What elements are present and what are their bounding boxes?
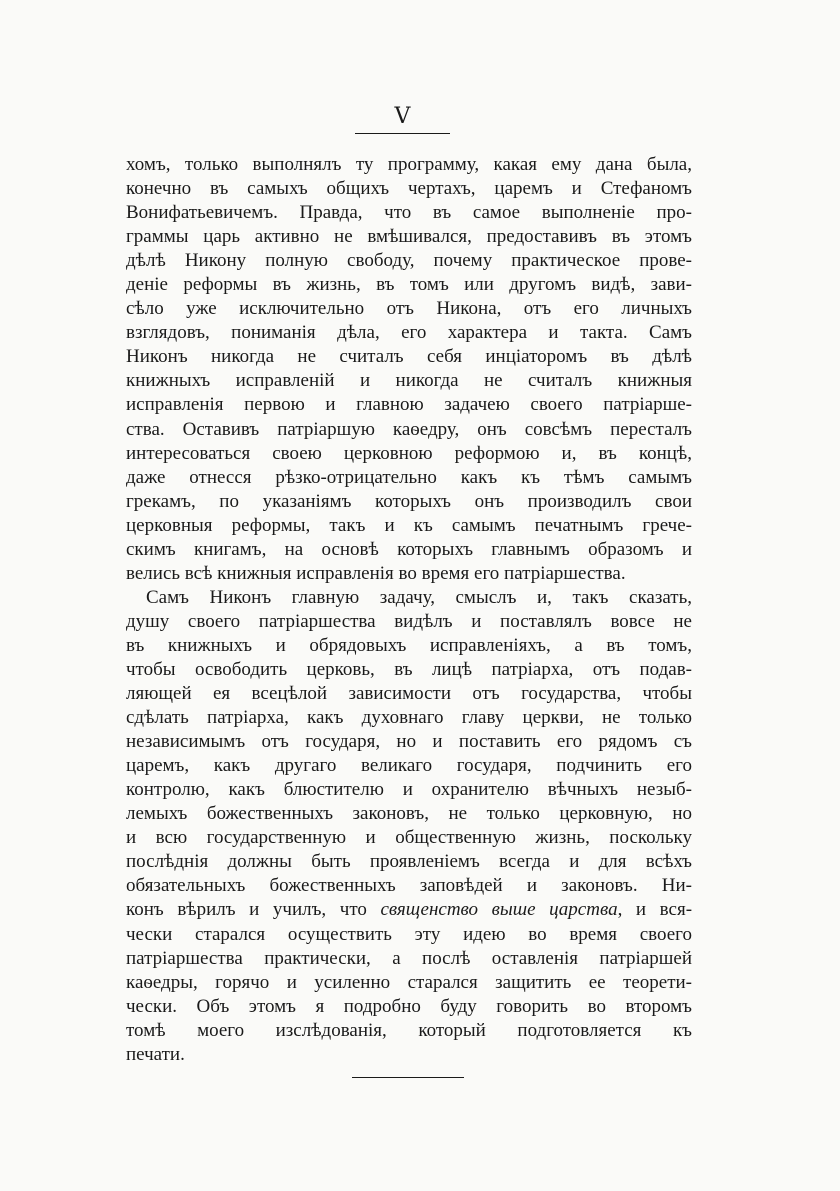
text-line: независимымъ отъ государя, но и поставить его рядомъ съ: [126, 731, 692, 753]
text-line: Вонифатьевичемъ. Правда, что въ самое выполненіе про-: [126, 202, 692, 224]
text-line: хомъ, только выполнялъ ту программу, какая ему дана была,: [126, 154, 692, 175]
text-line: ства. Оставивъ патріаршую каѳедру, онъ совсѣмъ пересталъ: [126, 418, 692, 440]
text-line: скимъ книгамъ, на основѣ которыхъ главнымъ образомъ и: [126, 538, 692, 560]
text-line: исправленія первою и главною задачею своего патріарше-: [126, 394, 692, 416]
text-line: конъ вѣрилъ и училъ, что священство выше царства, и вся-: [126, 899, 693, 921]
text-line: послѣднія должны быть проявленіемъ всегда и для всѣхъ: [126, 851, 692, 873]
text-line: каѳедры, горячо и усиленно старался защитить ее теорети-: [126, 971, 692, 993]
page-number: V: [394, 104, 411, 129]
text-line: конечно въ самыхъ общихъ чертахъ, царемъ и Стефаномъ: [126, 178, 692, 200]
end-rule: [352, 1077, 464, 1078]
italic-phrase: священство выше царства: [380, 899, 618, 921]
text-line: Никонъ никогда не считалъ себя инціаторомъ въ дѣлѣ: [126, 346, 692, 368]
page-number-rule: [355, 133, 450, 134]
text-line: грекамъ, по указаніямъ которыхъ онъ производилъ свои: [126, 490, 692, 512]
text-line: въ книжныхъ и обрядовыхъ исправленіяхъ, а въ томъ,: [126, 634, 692, 656]
text-line: интересоваться своею церковною реформою и, въ концѣ,: [126, 442, 692, 464]
text-line: контролю, какъ блюстителю и охранителю вѣчныхъ незыб-: [126, 779, 692, 801]
text-line: лемыхъ божественныхъ законовъ, не только церковную, но: [126, 803, 692, 825]
text-line: сдѣлать патріарха, какъ духовнаго главу церкви, не только: [126, 707, 692, 729]
text-line: велись всѣ книжныя исправленія во время его патріаршества.: [126, 562, 626, 584]
text-line: даже отнесся рѣзко-отрицательно какъ къ тѣмъ самымъ: [126, 466, 692, 488]
text-line: томѣ моего изслѣдованія, который подготовляется къ: [126, 1019, 692, 1041]
text-line: патріаршества практически, а послѣ оставленія патріаршей: [126, 947, 692, 969]
text-line: и всю государственную и общественную жизнь, поскольку: [126, 827, 692, 849]
text-line: душу своего патріаршества видѣлъ и поставлялъ вовсе не: [126, 610, 692, 632]
text-line: дѣлѣ Никону полную свободу, почему практическое прове-: [126, 250, 692, 272]
text-line: деніе реформы въ жизнь, въ томъ или другомъ видѣ, зави-: [126, 274, 692, 296]
text-line: чтобы освободить церковь, въ лицѣ патріарха, отъ подав-: [126, 658, 692, 680]
text-line: чески старался осуществить эту идею во время своего: [126, 923, 692, 945]
text-line: обязательныхъ божественныхъ заповѣдей и законовъ. Ни-: [126, 875, 692, 897]
text-line: ляющей ея всецѣлой зависимости отъ государства, чтобы: [126, 683, 692, 705]
text-line: печати.: [126, 1043, 185, 1065]
text-line: Самъ Никонъ главную задачу, смыслъ и, такъ сказать,: [146, 586, 692, 608]
text-line: граммы царь активно не вмѣшивался, предоставивъ въ этомъ: [126, 226, 692, 248]
text-line: взглядовъ, пониманія дѣла, его характера и такта. Самъ: [126, 322, 692, 344]
body-text: [126, 153, 692, 1067]
text-line: церковныя реформы, такъ и къ самымъ печатнымъ грече-: [126, 514, 692, 536]
text-line: царемъ, какъ другаго великаго государя, подчинить его: [126, 755, 692, 777]
text-line: сѣло уже исключительно отъ Никона, отъ его личныхъ: [126, 298, 692, 320]
text-line: чески. Объ этомъ я подробно буду говорить во второмъ: [126, 995, 692, 1017]
text-line: книжныхъ исправленій и никогда не считалъ книжныя: [126, 370, 692, 392]
